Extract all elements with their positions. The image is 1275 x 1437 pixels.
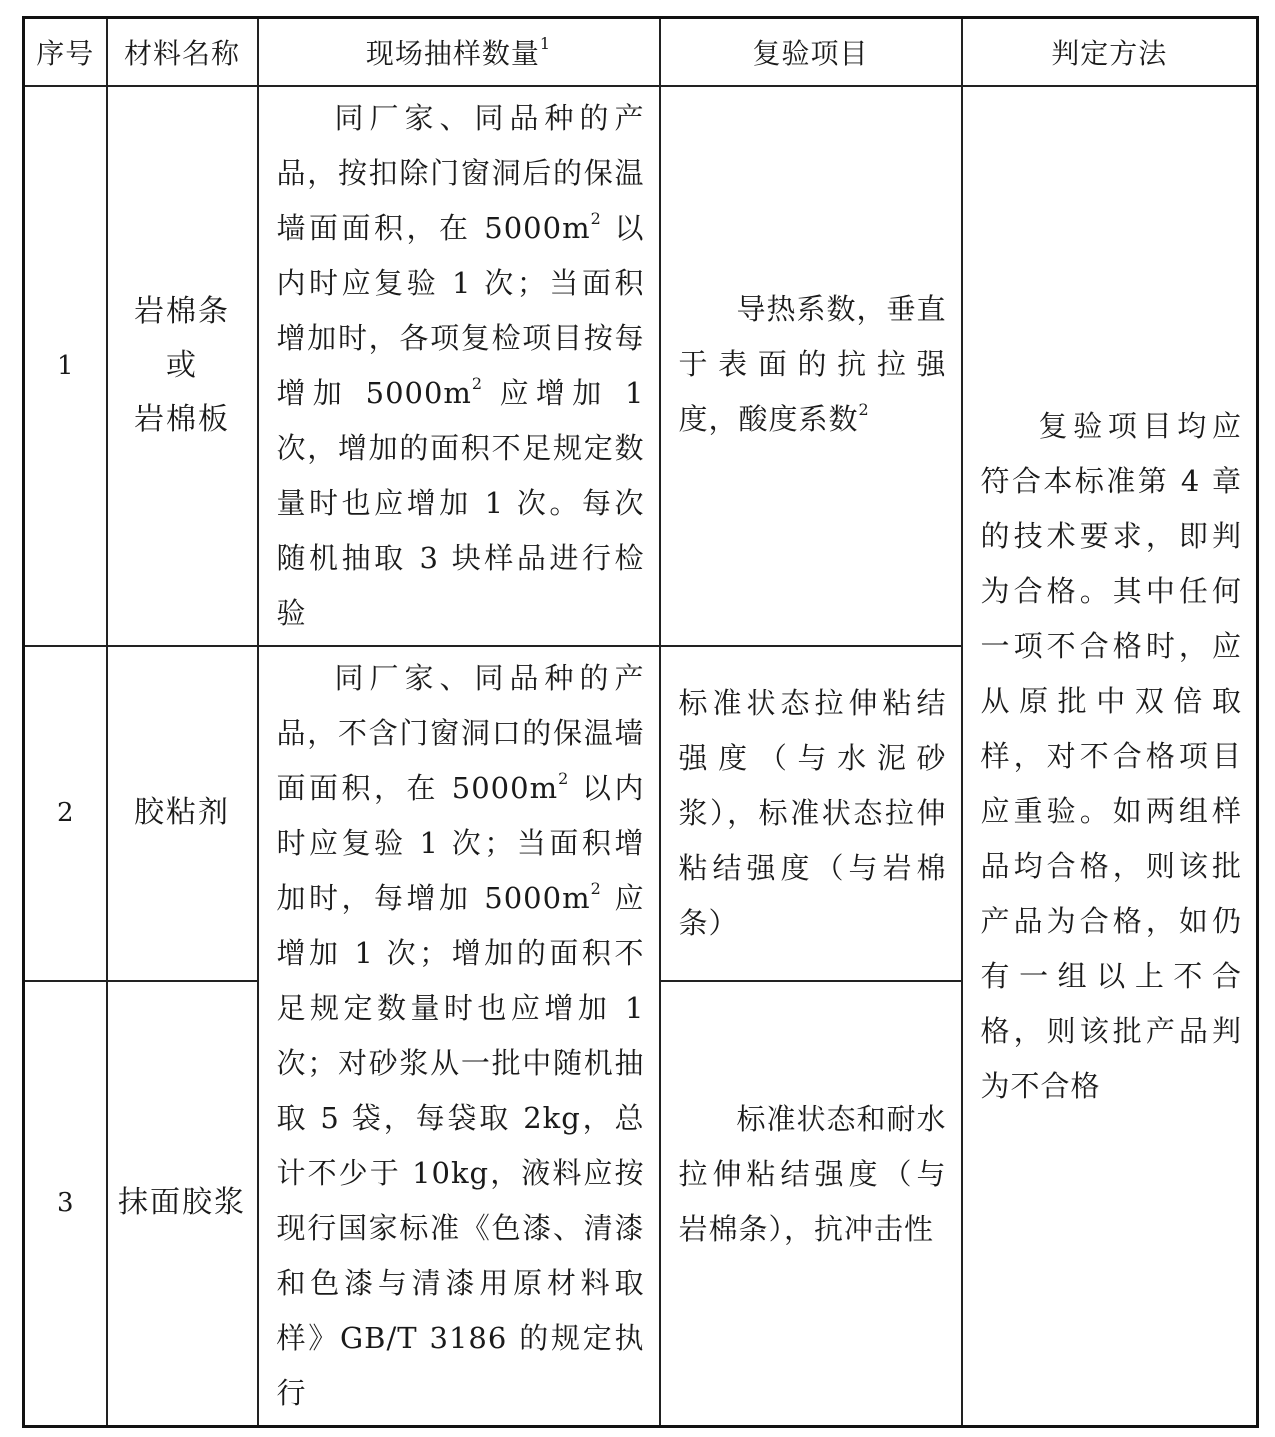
- shared-sampling-text-c: 应增加 1 次；增加的面积不足规定数量时也应增加 1 次；对砂浆从一批中随机抽取 5 袋，每袋取 2kg，总计不少于 10kg，液料应按现行国家标准《色漆、清漆和色漆与清漆用原材料取样》GB/T 3186 的规定执行: [276, 881, 645, 1410]
- row3-seq: 3: [24, 981, 107, 1427]
- row2-seq: 2: [24, 646, 107, 981]
- row2-material-name: [107, 646, 258, 981]
- row1-sampling-text-b: 以内时应复验 1 次；当面积增加时，各项复检项目按每增加 5000m: [276, 211, 645, 410]
- row1-sampling-text-c: 应增加 1 次，增加的面积不足规定数量时也应增加 1 次。每次随机抽取 3 块样品进行检验: [276, 376, 645, 630]
- header-material-name: 材料名称: [107, 18, 258, 87]
- row1-seq: 1: [24, 86, 107, 646]
- row1-inspection-items: [660, 86, 962, 646]
- re-inspection-table: [22, 16, 1259, 1428]
- header-sampling-label: 现场抽样数量: [365, 37, 540, 70]
- row3-items-text: 标准状态和耐水拉伸粘结强度（与岩棉条），抗冲击性: [678, 1101, 947, 1246]
- header-seq: 序号: [24, 18, 107, 87]
- row1-sampling-sup-1: 2: [590, 209, 602, 228]
- row3-inspection-items: [660, 981, 962, 1427]
- shared-sampling-sup-2: 2: [590, 879, 602, 898]
- row1-items-text: 导热系数，垂直于表面的抗拉强度，酸度系数: [678, 291, 947, 436]
- shared-sampling-text-a: 同厂家、同品种的产品，不含门窗洞口的保温墙面面积，在 5000m: [276, 661, 645, 805]
- header-judgment-method: 判定方法: [962, 18, 1258, 87]
- row1-name-line-2: 或: [166, 348, 198, 383]
- row1-sampling-quantity: [258, 86, 660, 646]
- row2-name-line-1: 胶粘剂: [134, 795, 230, 831]
- row1-sampling-text-a: 同厂家、同品种的产品，按扣除门窗洞后的保温墙面面积，在 5000m: [276, 101, 645, 245]
- row2-inspection-items: [660, 646, 962, 981]
- shared-sampling-text-b: 以内时应复验 1 次；当面积增加时，每增加 5000m: [276, 771, 645, 915]
- row3-name-line-1: 抹面胶浆: [118, 1185, 246, 1221]
- row1-sampling-sup-2: 2: [471, 374, 484, 393]
- judgment-method-text: 复验项目均应符合本标准第 4 章的技术要求，即判为合格。其中任何一项不合格时，应从原批中双倍取样，对不合格项目应重验。如两组样品均合格，则该批产品为合格，如仍有一组以上不合格，则该批产品判为不合格: [980, 408, 1242, 1103]
- header-sampling-footnote: 1: [539, 34, 552, 53]
- shared-sampling-quantity: [258, 646, 660, 1427]
- row3-material-name: [107, 981, 258, 1427]
- header-sampling-quantity: [258, 18, 660, 87]
- row1-name-line-3: 岩棉板: [134, 402, 230, 437]
- table-row-1: [24, 86, 1258, 646]
- row1-material-name: [107, 86, 258, 646]
- row1-name-line-1: 岩棉条: [134, 294, 230, 329]
- header-row: [24, 18, 1258, 87]
- shared-sampling-sup-1: 2: [558, 769, 570, 788]
- row2-items-text: 标准状态拉伸粘结强度（与水泥砂浆），标准状态拉伸粘结强度（与岩棉条）: [678, 685, 947, 940]
- row1-items-footnote: 2: [858, 399, 870, 419]
- judgment-method-cell: [962, 86, 1258, 1427]
- header-inspection-items: 复验项目: [660, 18, 962, 87]
